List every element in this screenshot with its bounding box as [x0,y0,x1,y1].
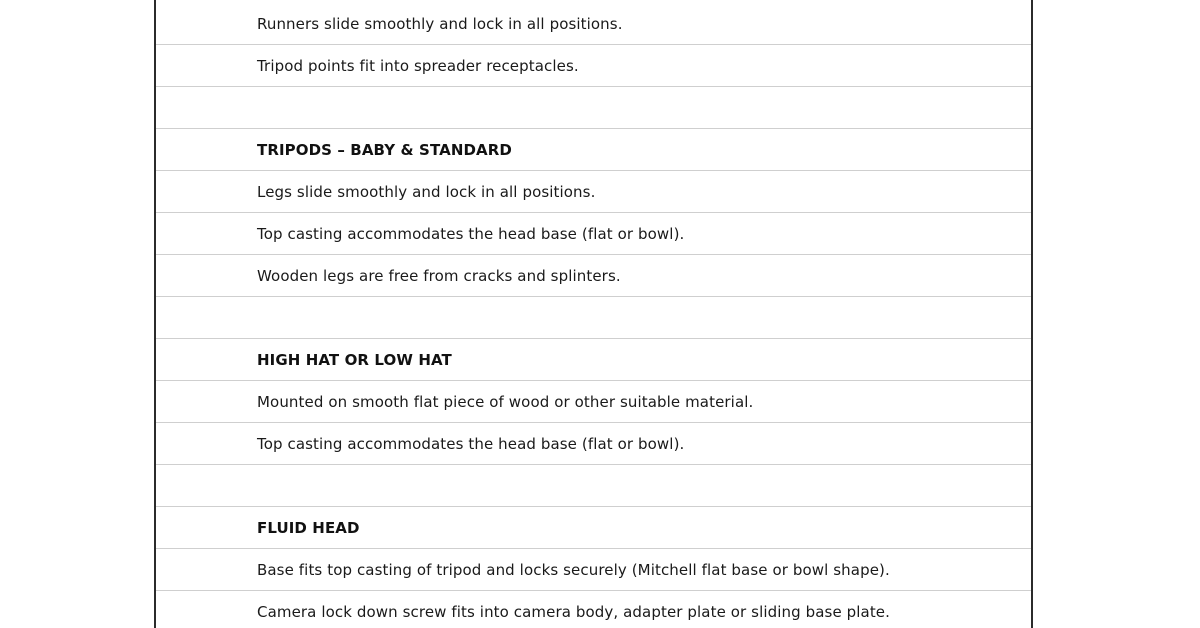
table-row [156,214,1031,255]
section-heading-row [156,340,1031,381]
table-row [156,592,1031,628]
checklist-item-text: Top casting accommodates the head base (flat or bowl). [257,435,685,453]
checklist-item-text: Base fits top casting of tripod and locks securely (Mitchell flat base or bowl shape). [257,561,890,579]
table-row [156,424,1031,465]
table-row-blank [156,298,1031,339]
section-heading: HIGH HAT OR LOW HAT [257,351,452,369]
checklist-item-text: Wooden legs are free from cracks and splinters. [257,267,621,285]
table-row [156,550,1031,591]
table-row [156,4,1031,45]
section-heading: TRIPODS – BABY & STANDARD [257,141,512,159]
section-heading-row [156,508,1031,549]
checklist-item-text: Camera lock down screw fits into camera body, adapter plate or sliding base plate. [257,603,890,621]
section-heading-row [156,130,1031,171]
section-heading: FLUID HEAD [257,519,360,537]
table-row [156,256,1031,297]
table-row-blank [156,88,1031,129]
checklist-item-text: Tripod points fit into spreader receptacles. [257,57,579,75]
checklist-sheet [154,0,1033,628]
checklist-item-text: Top casting accommodates the head base (flat or bowl). [257,225,685,243]
checklist-item-text: Legs slide smoothly and lock in all positions. [257,183,596,201]
table-row [156,46,1031,87]
table-row [156,382,1031,423]
checklist-item-text: Runners slide smoothly and lock in all positions. [257,15,623,33]
checklist-item-text: Mounted on smooth flat piece of wood or other suitable material. [257,393,754,411]
table-row [156,172,1031,213]
table-row-blank [156,466,1031,507]
